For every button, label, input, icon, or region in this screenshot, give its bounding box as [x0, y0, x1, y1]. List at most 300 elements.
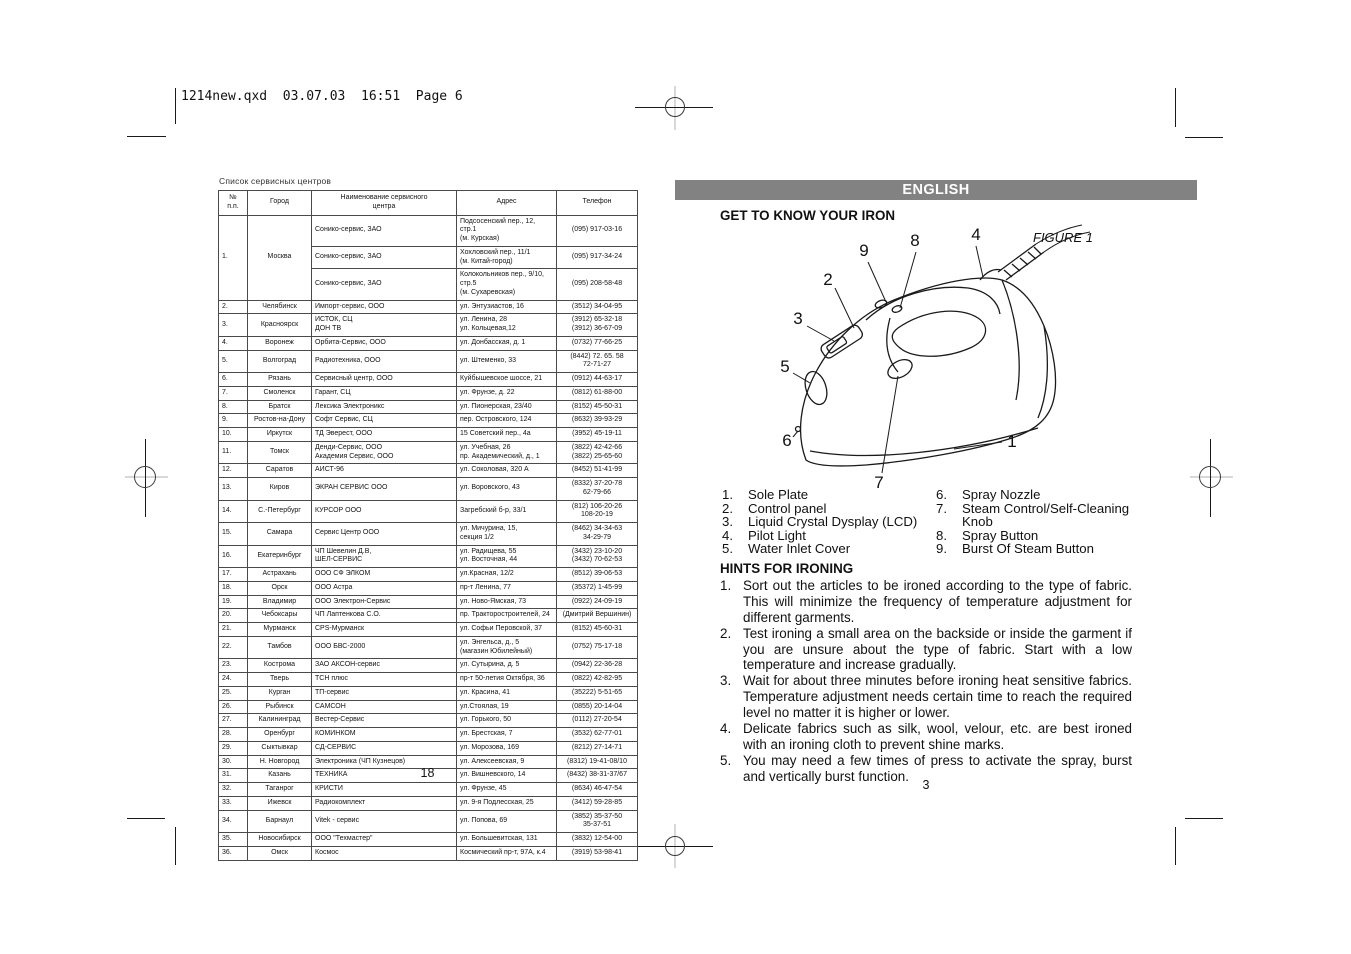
part-label: Steam Control/Self-Cleaning Knob: [962, 500, 1130, 530]
table-cell-name: АИСТ-96: [312, 464, 457, 478]
table-cell-phone: (3822) 42-42-66 (3822) 25-65-60: [557, 441, 638, 464]
hint-number: 5.: [720, 752, 732, 768]
table-cell-name: ООО СФ ЭЛКОМ: [312, 568, 457, 582]
table-cell-city: Рязань: [248, 373, 312, 387]
table-cell-num: 32.: [219, 783, 248, 797]
table-cell-city: Таганрог: [248, 783, 312, 797]
table-cell-city: Волгоград: [248, 350, 312, 373]
hint-text: You may need a few times of press to activate the spray, burst and vertically burst function.: [743, 752, 1132, 784]
service-centers-table: [218, 190, 638, 861]
table-row: [219, 441, 638, 464]
table-cell-phone: (8452) 51-41-99: [557, 464, 638, 478]
figure-caption: FIGURE 1: [1033, 230, 1093, 245]
table-cell-num: 23.: [219, 659, 248, 673]
table-cell-city: Ижевск: [248, 796, 312, 810]
table-cell-num: 30.: [219, 755, 248, 769]
part-number: 4.: [722, 527, 733, 543]
table-cell-address: ул. 9-я Подлесская, 25: [457, 796, 557, 810]
table-cell-num: 1.: [219, 215, 248, 300]
hint-text: Wait for about three minutes before ironing heat sensitive fabrics. Temperature adjustment needs certain time to reach the required level no matter it is higher or lower.: [743, 673, 1132, 721]
service-centers-table-wrap: [218, 190, 637, 861]
table-cell-name: CPS-Мурманск: [312, 623, 457, 637]
table-cell-num: 3.: [219, 314, 248, 337]
table-cell-num: 2.: [219, 300, 248, 314]
table-cell-num: 10.: [219, 428, 248, 442]
table-cell-phone: (8462) 34-34-63 34-29-79: [557, 523, 638, 546]
table-cell-num: 27.: [219, 714, 248, 728]
table-row: [219, 659, 638, 673]
table-cell-address: ул. Вишневского, 14: [457, 769, 557, 783]
table-cell-phone: (0112) 27-20-54: [557, 714, 638, 728]
table-row: [219, 400, 638, 414]
table-cell-address: Колокольников пер., 9/10, стр.5 (м. Сухаревская): [457, 269, 557, 300]
table-cell-name: Радиотехника, ООО: [312, 350, 457, 373]
iron-figure-drawing: [740, 222, 1140, 494]
table-cell-name: Электроника (ЧП Кузнецов): [312, 755, 457, 769]
table-cell-city: Воронеж: [248, 336, 312, 350]
table-header-cell: Наименование сервисного центра: [312, 191, 457, 216]
table-cell-city: Тверь: [248, 673, 312, 687]
table-cell-num: 7.: [219, 386, 248, 400]
table-header-cell: Телефон: [557, 191, 638, 216]
table-cell-name: Сервис Центр ООО: [312, 523, 457, 546]
table-cell-address: ул. Фрунзе, д. 22: [457, 386, 557, 400]
table-cell-phone: (3852) 35-37-50 35-37-51: [557, 810, 638, 833]
table-row: [219, 414, 638, 428]
table-cell-phone: (3952) 45-19-11: [557, 428, 638, 442]
table-cell-name: Сервисный центр, ООО: [312, 373, 457, 387]
hint-number: 1.: [720, 577, 732, 593]
table-cell-num: 36.: [219, 846, 248, 860]
table-cell-city: Ростов-на-Дону: [248, 414, 312, 428]
table-cell-name: СД-СЕРВИС: [312, 741, 457, 755]
part-item: [722, 542, 934, 556]
table-cell-city: Иркутск: [248, 428, 312, 442]
table-row: [219, 215, 638, 246]
table-cell-address: ул. Фрунзе, 45: [457, 783, 557, 797]
table-cell-name: Vitek - сервис: [312, 810, 457, 833]
table-cell-phone: (0822) 42-82-95: [557, 673, 638, 687]
crop-mark: [127, 136, 166, 137]
table-cell-name: Сонико-сервис, ЗАО: [312, 269, 457, 300]
table-cell-num: 35.: [219, 833, 248, 847]
table-cell-address: пр. Тракторостроителей, 24: [457, 609, 557, 623]
crop-mark: [175, 88, 176, 124]
part-number: 5.: [722, 541, 733, 557]
table-row: [219, 686, 638, 700]
hint-number: 2.: [720, 625, 732, 641]
table-cell-city: Сыктывкар: [248, 741, 312, 755]
table-cell-phone: (8312) 19-41-08/10: [557, 755, 638, 769]
table-cell-num: 25.: [219, 686, 248, 700]
table-cell-city: Самара: [248, 523, 312, 546]
hints-section: [720, 561, 1132, 785]
table-cell-name: ЧП Лаптенкова С.О.: [312, 609, 457, 623]
part-number: 3.: [722, 514, 733, 530]
table-cell-name: ТД Эверест, ООО: [312, 428, 457, 442]
table-cell-num: 31.: [219, 769, 248, 783]
table-cell-name: ЗАО АКСОН-сервис: [312, 659, 457, 673]
table-cell-address: ул. Красина, 41: [457, 686, 557, 700]
table-row: [219, 545, 638, 568]
figure-1: [740, 222, 1140, 494]
crop-mark: [175, 827, 176, 865]
table-cell-address: Подсосенский пер., 12, стр.1 (м. Курская): [457, 215, 557, 246]
table-cell-phone: (0912) 44-63-17: [557, 373, 638, 387]
table-cell-num: 20.: [219, 609, 248, 623]
table-cell-num: 18.: [219, 581, 248, 595]
part-item: [936, 529, 1138, 543]
part-number: 2.: [722, 500, 733, 516]
table-cell-city: Екатеринбург: [248, 545, 312, 568]
table-row: [219, 595, 638, 609]
table-cell-address: ул.Стоялая, 19: [457, 700, 557, 714]
table-row: [219, 314, 638, 337]
table-cell-address: Космический пр-т, 97А, к.4: [457, 846, 557, 860]
figure-callout: 5: [780, 357, 790, 376]
table-cell-phone: (8442) 72. 65. 58 72-71-27: [557, 350, 638, 373]
table-cell-name: Сонико-сервис, ЗАО: [312, 246, 457, 269]
table-cell-address: ул. Горького, 50: [457, 714, 557, 728]
table-cell-name: ЭКРАН СЕРВИС ООО: [312, 478, 457, 501]
table-cell-num: 5.: [219, 350, 248, 373]
table-cell-city: Н. Новгород: [248, 755, 312, 769]
part-number: 6.: [936, 487, 947, 502]
crop-mark: [1175, 827, 1176, 865]
table-cell-num: 29.: [219, 741, 248, 755]
table-cell-city: Рыбинск: [248, 700, 312, 714]
part-label: Spray Button: [962, 527, 1039, 543]
table-cell-city: Новосибирск: [248, 833, 312, 847]
table-cell-name: ИСТОК, СЦ ДОН ТВ: [312, 314, 457, 337]
table-cell-name: Денди-Сервис, ООО Академия Сервис, ООО: [312, 441, 457, 464]
table-row: [219, 336, 638, 350]
table-cell-address: ул. Энтузиастов, 16: [457, 300, 557, 314]
table-cell-phone: (8152) 45-50-31: [557, 400, 638, 414]
table-cell-city: Челябинск: [248, 300, 312, 314]
table-cell-name: КРИСТИ: [312, 783, 457, 797]
figure-callout: 1: [1007, 432, 1017, 451]
table-cell-num: 17.: [219, 568, 248, 582]
table-cell-name: ООО Электрон-Сервис: [312, 595, 457, 609]
table-cell-name: Гарант, СЦ: [312, 386, 457, 400]
table-header-cell: № п.п.: [219, 191, 248, 216]
table-cell-name: Импорт-сервис, ООО: [312, 300, 457, 314]
table-row: [219, 373, 638, 387]
table-cell-city: Оренбург: [248, 728, 312, 742]
iron-outline: [796, 225, 1091, 466]
table-cell-num: 6.: [219, 373, 248, 387]
crop-mark: [1175, 88, 1176, 127]
hint-item: [720, 721, 1132, 753]
figure-callouts: [780, 225, 1093, 492]
table-cell-name: ЧП Шевелин Д.В, ШЕЛ-СЕРВИС: [312, 545, 457, 568]
table-cell-name: Космос: [312, 846, 457, 860]
part-number: 7.: [936, 500, 947, 516]
table-cell-num: 14.: [219, 500, 248, 523]
table-cell-address: 15 Советский пер., 4а: [457, 428, 557, 442]
table-cell-name: Лексика Электроникс: [312, 400, 457, 414]
figure-callout: 3: [793, 309, 803, 328]
table-row: [219, 623, 638, 637]
table-cell-num: 26.: [219, 700, 248, 714]
part-number: 1.: [722, 487, 733, 502]
table-row: [219, 609, 638, 623]
figure-callout: 2: [823, 270, 833, 289]
table-cell-address: ул. Брестская, 7: [457, 728, 557, 742]
table-cell-phone: (3912) 65-32-18 (3912) 36-67-09: [557, 314, 638, 337]
table-row: [219, 386, 638, 400]
table-cell-city: Тамбов: [248, 636, 312, 659]
table-cell-phone: (0855) 20-14-04: [557, 700, 638, 714]
table-cell-phone: (0752) 75-17-18: [557, 636, 638, 659]
table-cell-name: ТП-сервис: [312, 686, 457, 700]
table-cell-phone: (0942) 22-36-28: [557, 659, 638, 673]
part-label: Pilot Light: [748, 527, 806, 543]
table-cell-phone: (Дмитрий Вершинин): [557, 609, 638, 623]
table-cell-phone: (0922) 24-09-19: [557, 595, 638, 609]
section-title-get-to-know: GET TO KNOW YOUR IRON: [720, 208, 896, 223]
table-cell-name: КУРСОР ООО: [312, 500, 457, 523]
table-cell-city: Братск: [248, 400, 312, 414]
table-cell-address: ул. Донбасская, д. 1: [457, 336, 557, 350]
part-item: [722, 502, 934, 516]
part-item: [936, 542, 1138, 556]
table-cell-num: 33.: [219, 796, 248, 810]
table-cell-city: Астрахань: [248, 568, 312, 582]
hint-number: 4.: [720, 721, 732, 737]
table-row: [219, 350, 638, 373]
table-cell-num: 19.: [219, 595, 248, 609]
registration-circle: [1199, 466, 1221, 488]
table-cell-phone: (35372) 1-45-99: [557, 581, 638, 595]
table-cell-address: Куйбышевское шоссе, 21: [457, 373, 557, 387]
table-cell-address: пер. Островского, 124: [457, 414, 557, 428]
table-row: [219, 700, 638, 714]
service-table-title: Список сервисных центров: [219, 176, 332, 186]
table-cell-address: ул. Соколовая, 320 А: [457, 464, 557, 478]
table-cell-address: Хохловский пер., 11/1 (м. Китай-город): [457, 246, 557, 269]
table-cell-name: ТСН плюс: [312, 673, 457, 687]
table-cell-city: С.-Петербург: [248, 500, 312, 523]
hint-text: Delicate fabrics such as silk, wool, velour, etc. are best ironed with an ironing cloth to prevent shine marks.: [743, 721, 1132, 752]
table-cell-city: Мурманск: [248, 623, 312, 637]
table-row: [219, 728, 638, 742]
figure-callout: 9: [859, 241, 869, 260]
table-row: [219, 636, 638, 659]
part-item: [722, 515, 934, 529]
table-cell-address: ул. Штеменко, 33: [457, 350, 557, 373]
table-cell-name: Софт Сервис, СЦ: [312, 414, 457, 428]
table-cell-num: 34.: [219, 810, 248, 833]
part-label: Burst Of Steam Button: [962, 541, 1094, 557]
table-cell-phone: (8634) 46-47-54: [557, 783, 638, 797]
part-item: [722, 529, 934, 543]
table-cell-num: 11.: [219, 441, 248, 464]
table-cell-address: пр-т Ленина, 77: [457, 581, 557, 595]
crop-mark: [127, 818, 165, 819]
table-cell-city: Томск: [248, 441, 312, 464]
table-cell-city: Казань: [248, 769, 312, 783]
hint-item: [720, 626, 1132, 674]
table-row: [219, 500, 638, 523]
table-cell-address: ул. Радищева, 55 ул. Восточная, 44: [457, 545, 557, 568]
table-cell-city: Киров: [248, 478, 312, 501]
table-row: [219, 741, 638, 755]
table-cell-city: Смоленск: [248, 386, 312, 400]
table-cell-city: Саратов: [248, 464, 312, 478]
table-cell-phone: (8632) 39-93-29: [557, 414, 638, 428]
table-cell-name: САМСОН: [312, 700, 457, 714]
table-cell-num: 16.: [219, 545, 248, 568]
table-cell-phone: (35222) 5-51-65: [557, 686, 638, 700]
table-header-cell: Адрес: [457, 191, 557, 216]
file-slug-line: 1214new.qxd 03.07.03 16:51 Page 6: [181, 89, 463, 104]
table-cell-phone: (8512) 39-06-53: [557, 568, 638, 582]
table-cell-address: ул. Морозова, 169: [457, 741, 557, 755]
table-row: [219, 783, 638, 797]
registration-circle: [134, 466, 156, 488]
table-cell-phone: (3512) 34-04-95: [557, 300, 638, 314]
part-label: Control panel: [748, 500, 827, 516]
hint-text: Sort out the articles to be ironed according to the type of fabric. This will minimize the frequency of temperature adjustment for different garments.: [743, 577, 1132, 625]
table-cell-phone: (812) 106-20-26 108-20-19: [557, 500, 638, 523]
table-cell-address: ул. Алексеевская, 9: [457, 755, 557, 769]
table-cell-phone: (0732) 77-66-25: [557, 336, 638, 350]
hint-item: [720, 578, 1132, 626]
table-cell-phone: (8152) 45-60-31: [557, 623, 638, 637]
table-cell-num: 15.: [219, 523, 248, 546]
table-cell-city: Кострома: [248, 659, 312, 673]
table-header-cell: Город: [248, 191, 312, 216]
table-cell-address: ул. Энгельса, д., 5 (магазин Юбилейный): [457, 636, 557, 659]
table-cell-phone: (095) 208-58-48: [557, 269, 638, 300]
table-cell-num: 12.: [219, 464, 248, 478]
table-cell-address: ул. Учебная, 26 пр. Академический, д., 1: [457, 441, 557, 464]
left-page-number: 18: [420, 766, 435, 780]
hint-item: [720, 673, 1132, 721]
table-cell-name: Орбита-Сервис, ООО: [312, 336, 457, 350]
table-cell-city: Барнаул: [248, 810, 312, 833]
part-label: Spray Nozzle: [962, 487, 1041, 502]
part-number: 8.: [936, 527, 947, 543]
table-header: [219, 191, 638, 216]
figure-callout: 8: [910, 231, 920, 250]
table-cell-name: ООО "Техмастер": [312, 833, 457, 847]
registration-circle: [665, 836, 685, 856]
part-label: Sole Plate: [748, 487, 809, 502]
crop-mark: [1185, 137, 1223, 138]
table-row: [219, 428, 638, 442]
table-cell-address: ул. Софьи Перовской, 37: [457, 623, 557, 637]
table-cell-address: ул. Большевитская, 131: [457, 833, 557, 847]
figure-callout: 4: [971, 225, 981, 244]
figure-callout: 6: [782, 431, 792, 450]
table-cell-address: пр-т 50-летия Октября, 36: [457, 673, 557, 687]
table-cell-phone: (095) 917-03-16: [557, 215, 638, 246]
table-row: [219, 673, 638, 687]
section-title-hints: HINTS FOR IRONING: [720, 561, 854, 576]
table-cell-num: 13.: [219, 478, 248, 501]
table-row: [219, 464, 638, 478]
table-cell-name: ООО БВС-2000: [312, 636, 457, 659]
table-row: [219, 581, 638, 595]
table-cell-city: Красноярск: [248, 314, 312, 337]
table-row: [219, 714, 638, 728]
table-row: [219, 523, 638, 546]
table-cell-city: Чебоксары: [248, 609, 312, 623]
part-item: [936, 502, 1138, 529]
table-cell-phone: (3919) 53-98-41: [557, 846, 638, 860]
table-cell-address: ул. Попова, 69: [457, 810, 557, 833]
table-cell-name: ООО Астра: [312, 581, 457, 595]
table-cell-name: ТЕХНИКА: [312, 769, 457, 783]
table-cell-city: Орск: [248, 581, 312, 595]
table-cell-num: 4.: [219, 336, 248, 350]
table-cell-address: ул. Пионерская, 23/40: [457, 400, 557, 414]
table-cell-phone: (8432) 38-31-37/67: [557, 769, 638, 783]
table-cell-address: ул.Красная, 12/2: [457, 568, 557, 582]
language-banner: ENGLISH: [675, 180, 1197, 200]
table-cell-address: Загребский б-р, 33/1: [457, 500, 557, 523]
part-item: [936, 488, 1138, 502]
table-row: [219, 478, 638, 501]
table-cell-num: 21.: [219, 623, 248, 637]
parts-list-right: [936, 488, 1138, 556]
table-cell-phone: (3412) 59-28-85: [557, 796, 638, 810]
table-cell-num: 9.: [219, 414, 248, 428]
table-cell-phone: (3432) 23-10-20 (3432) 70-62-53: [557, 545, 638, 568]
registration-circle: [665, 97, 685, 117]
table-cell-num: 28.: [219, 728, 248, 742]
table-row: [219, 833, 638, 847]
part-number: 9.: [936, 541, 947, 557]
table-cell-phone: (095) 917-34-24: [557, 246, 638, 269]
hints-list: [720, 578, 1132, 785]
hint-number: 3.: [720, 673, 732, 689]
table-cell-name: КОМИНКОМ: [312, 728, 457, 742]
table-cell-phone: (0812) 61-88-00: [557, 386, 638, 400]
part-label: Water Inlet Cover: [748, 541, 851, 557]
table-cell-phone: (8212) 27-14-71: [557, 741, 638, 755]
table-cell-num: 8.: [219, 400, 248, 414]
table-cell-phone: (8332) 37-20-78 62-79-66: [557, 478, 638, 501]
table-cell-address: ул. Мичурина, 15, секция 1/2: [457, 523, 557, 546]
table-cell-address: ул. Ново-Ямская, 73: [457, 595, 557, 609]
table-row: [219, 300, 638, 314]
table-cell-name: Сонико-сервис, ЗАО: [312, 215, 457, 246]
table-cell-num: 22.: [219, 636, 248, 659]
hint-text: Test ironing a small area on the backside or inside the garment if you are unsure about the type of fabric. Start with a low temperature and increase gradually.: [743, 625, 1132, 673]
parts-list-left: [722, 488, 934, 556]
table-row: [219, 810, 638, 833]
table-cell-name: Радиокомплект: [312, 796, 457, 810]
table-row: [219, 568, 638, 582]
table-cell-city: Курган: [248, 686, 312, 700]
table-cell-num: 24.: [219, 673, 248, 687]
right-page-number: 3: [922, 778, 930, 792]
table-row: [219, 846, 638, 860]
table-cell-address: ул. Воровского, 43: [457, 478, 557, 501]
table-cell-address: ул. Сутырина, д. 5: [457, 659, 557, 673]
table-cell-phone: (3832) 12-54-00: [557, 833, 638, 847]
part-label: Liquid Crystal Dysplay (LCD): [748, 514, 918, 530]
table-cell-city: Калининград: [248, 714, 312, 728]
figure-callout: 7: [874, 473, 884, 492]
table-cell-address: ул. Ленина, 28 ул. Кольцевая,12: [457, 314, 557, 337]
table-cell-city: Владимир: [248, 595, 312, 609]
crop-mark: [1185, 818, 1223, 819]
